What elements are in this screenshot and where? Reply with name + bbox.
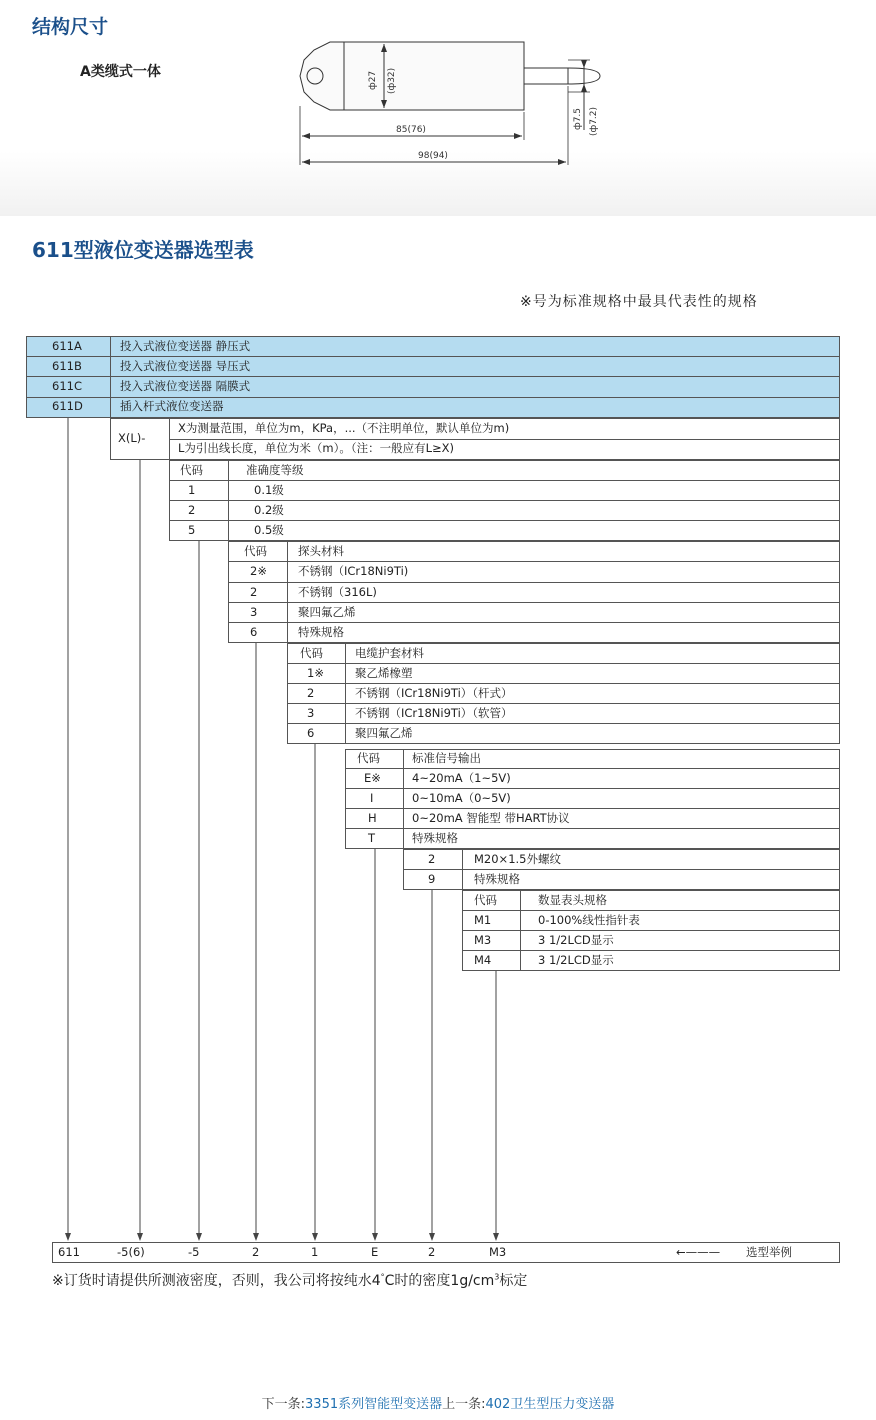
display-header-code: 代码 (474, 893, 497, 907)
example-value: 2 (428, 1245, 436, 1259)
accuracy-name: 0.5级 (254, 523, 284, 537)
example-value: 1 (311, 1245, 319, 1259)
signal-name: 0~20mA 智能型 带HART协议 (412, 811, 570, 825)
cable-name: 不锈钢（ICr18Ni9Ti）（软管） (355, 706, 513, 720)
next-label: 下一条: (261, 1397, 306, 1412)
display-code: M3 (474, 933, 492, 947)
dim-98: 98(94) (418, 151, 448, 161)
thread-code: 9 (428, 872, 436, 886)
signal-header-name: 标准信号输出 (412, 751, 481, 765)
display-code: M1 (474, 913, 492, 927)
probe-header-name: 探头材料 (298, 544, 344, 558)
thread-name: M20×1.5外螺纹 (474, 852, 561, 866)
signal-code: E※ (364, 771, 381, 785)
model-desc: 插入杆式液位变送器 (120, 399, 224, 413)
dim-d72: (ф7.2) (589, 106, 599, 136)
signal-name: 特殊规格 (412, 831, 458, 845)
model-desc: 投入式液位变送器 静压式 (120, 339, 251, 353)
cable-code: 2 (307, 686, 315, 700)
probe-code: 2※ (250, 564, 267, 578)
range-code: X(L)- (118, 431, 146, 445)
cable-code: 1※ (307, 666, 324, 680)
example-value: E (371, 1245, 379, 1259)
probe-code: 6 (250, 625, 258, 639)
dim-d75: ф7.5 (573, 107, 583, 130)
example-label: 选型举例 (746, 1245, 792, 1259)
model-desc: 投入式液位变送器 隔膜式 (120, 379, 251, 393)
cable-name: 聚乙烯橡塑 (355, 666, 413, 680)
cable-header-code: 代码 (300, 646, 323, 660)
model-desc: 投入式液位变送器 导压式 (120, 359, 251, 373)
probe-code: 3 (250, 605, 258, 619)
selection-note: ※号为标准规格中最具代表性的规格 (520, 294, 758, 310)
signal-code: I (370, 791, 374, 805)
model-code: 611D (52, 399, 83, 413)
range-line2: L为引出线长度，单位为米（m）。（注：一般应有L≥X) (178, 441, 455, 455)
example-arrow: ←——— (676, 1245, 721, 1259)
example-value: 611 (58, 1245, 80, 1259)
signal-name: 0~10mA（0~5V) (412, 791, 511, 805)
example-row (52, 1242, 840, 1263)
thread-name: 特殊规格 (474, 872, 520, 886)
accuracy-header-name: 准确度等级 (246, 463, 304, 477)
dim-d27: ф27 (368, 70, 378, 90)
article-nav (0, 1393, 876, 1412)
probe-name: 特殊规格 (298, 625, 344, 639)
structure-title: 结构尺寸 (32, 16, 109, 38)
display-name: 0-100%线性指针表 (538, 913, 640, 927)
model-code: 611A (52, 339, 82, 353)
signal-header-code: 代码 (357, 751, 380, 765)
dim-d32: (ф32) (387, 67, 397, 94)
accuracy-code: 1 (188, 483, 196, 497)
display-name: 3 1/2LCD显示 (538, 933, 614, 947)
cable-name: 不锈钢（ICr18Ni9Ti）（杆式） (355, 686, 513, 700)
prev-label: 上一条: (442, 1397, 486, 1412)
next-article-link[interactable]: 3351系列智能型变送器 (305, 1397, 443, 1412)
cable-header-name: 电缆护套材料 (355, 646, 424, 660)
signal-code: T (368, 831, 376, 845)
probe-header-code: 代码 (244, 544, 267, 558)
selection-title: 611型液位变送器选型表 (32, 238, 254, 262)
cable-code: 3 (307, 706, 315, 720)
example-value: 2 (252, 1245, 260, 1259)
thread-code: 2 (428, 852, 436, 866)
signal-code: H (368, 811, 377, 825)
probe-code: 2 (250, 585, 258, 599)
range-line1: X为测量范围，单位为m，KPa，...（不注明单位，默认单位为m) (178, 421, 510, 435)
model-code: 611B (52, 359, 82, 373)
example-value: -5(6) (117, 1245, 145, 1259)
display-name: 3 1/2LCD显示 (538, 953, 614, 967)
accuracy-code: 2 (188, 503, 196, 517)
structure-subtitle: A类缆式一体 (80, 64, 161, 80)
dim-85: 85(76) (396, 125, 426, 135)
accuracy-header-code: 代码 (180, 463, 203, 477)
signal-name: 4~20mA（1~5V) (412, 771, 511, 785)
cable-code: 6 (307, 726, 315, 740)
accuracy-name: 0.2级 (254, 503, 284, 517)
example-value: -5 (188, 1245, 200, 1259)
accuracy-name: 0.1级 (254, 483, 284, 497)
display-code: M4 (474, 953, 492, 967)
accuracy-code: 5 (188, 523, 196, 537)
prev-article-link[interactable]: 402卫生型压力变送器 (485, 1397, 615, 1412)
cable-name: 聚四氟乙烯 (355, 726, 413, 740)
probe-name: 不锈钢（316L) (298, 585, 377, 599)
display-header-name: 数显表头规格 (538, 893, 607, 907)
example-value: M3 (489, 1245, 507, 1259)
model-code: 611C (52, 379, 82, 393)
probe-name: 不锈钢（ICr18Ni9Ti) (298, 564, 409, 578)
footnote: ※订货时请提供所测液密度，否则，我公司将按纯水4°C时的密度$1g/cm^3$标定 (52, 1272, 528, 1289)
probe-name: 聚四氟乙烯 (298, 605, 356, 619)
